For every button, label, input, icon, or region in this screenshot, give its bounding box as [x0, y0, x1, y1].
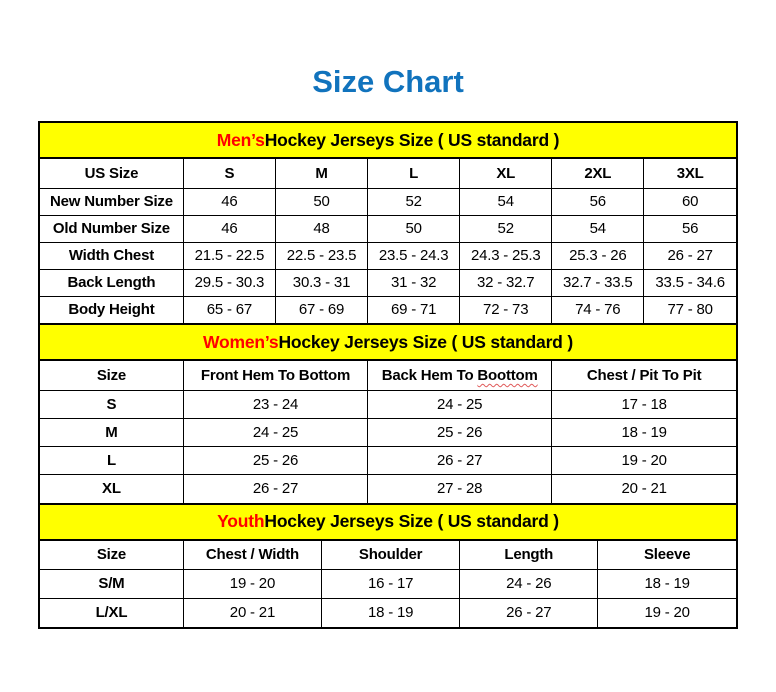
table-cell: 20 - 21	[552, 475, 736, 503]
table-cell: 16 - 17	[322, 569, 460, 598]
table-cell: 52	[368, 188, 460, 215]
row-label: L	[40, 447, 183, 475]
table-cell: 77 - 80	[644, 296, 736, 323]
row-label: S	[40, 391, 183, 419]
table-cell: 56	[552, 188, 644, 215]
table-cell: 25.3 - 26	[552, 242, 644, 269]
table-cell: 67 - 69	[275, 296, 367, 323]
table-row-width-chest	[40, 242, 736, 269]
table-cell: 24 - 25	[183, 419, 367, 447]
table-cell: 46	[183, 188, 275, 215]
column-header-back-hem	[368, 361, 552, 391]
table-cell: 19 - 20	[598, 598, 736, 627]
youth-size-table	[40, 541, 736, 628]
table-row-new-number-size	[40, 188, 736, 215]
womens-header-row	[40, 361, 736, 391]
size-chart-table	[38, 121, 738, 629]
column-header-s: S	[183, 159, 275, 188]
table-row-back-length	[40, 269, 736, 296]
column-header-us-size: US Size	[40, 159, 183, 188]
row-label: L/XL	[40, 598, 183, 627]
table-cell: 46	[183, 215, 275, 242]
row-label: S/M	[40, 569, 183, 598]
womens-size-table	[40, 361, 736, 503]
table-cell: 30.3 - 31	[275, 269, 367, 296]
youth-section-band	[40, 503, 736, 541]
table-row-womens-s	[40, 391, 736, 419]
column-header-l: L	[368, 159, 460, 188]
table-cell: 69 - 71	[368, 296, 460, 323]
row-label: New Number Size	[40, 188, 183, 215]
column-header-2xl: 2XL	[552, 159, 644, 188]
table-cell: 26 - 27	[183, 475, 367, 503]
youth-header-row	[40, 541, 736, 570]
table-cell: 31 - 32	[368, 269, 460, 296]
mens-header-row	[40, 159, 736, 188]
table-cell: 26 - 27	[460, 598, 598, 627]
table-cell: 26 - 27	[368, 447, 552, 475]
table-cell: 29.5 - 30.3	[183, 269, 275, 296]
row-label: Back Length	[40, 269, 183, 296]
page-title: Size Chart	[312, 64, 464, 99]
table-cell: 60	[644, 188, 736, 215]
back-hem-prefix: Back Hem To	[381, 367, 474, 384]
table-cell: 32 - 32.7	[460, 269, 552, 296]
table-row-old-number-size	[40, 215, 736, 242]
table-cell: 27 - 28	[368, 475, 552, 503]
table-cell: 23.5 - 24.3	[368, 242, 460, 269]
column-header-chest-pit: Chest / Pit To Pit	[552, 361, 736, 391]
table-cell: 24 - 25	[368, 391, 552, 419]
mens-size-table	[40, 159, 736, 323]
table-cell: 72 - 73	[460, 296, 552, 323]
table-cell: 52	[460, 215, 552, 242]
table-cell: 25 - 26	[183, 447, 367, 475]
table-cell: 22.5 - 23.5	[275, 242, 367, 269]
row-label: M	[40, 419, 183, 447]
column-header-front-hem: Front Hem To Bottom	[183, 361, 367, 391]
table-row-womens-xl	[40, 475, 736, 503]
table-cell: 50	[368, 215, 460, 242]
youth-band-text: Hockey Jerseys Size ( US standard )	[264, 511, 559, 531]
row-label: Body Height	[40, 296, 183, 323]
youth-accent-text: Youth	[217, 511, 265, 531]
table-cell: 54	[552, 215, 644, 242]
table-cell: 74 - 76	[552, 296, 644, 323]
table-cell: 20 - 21	[183, 598, 321, 627]
womens-section-band	[40, 323, 736, 361]
table-cell: 24 - 26	[460, 569, 598, 598]
column-header-shoulder: Shoulder	[322, 541, 460, 570]
column-header-xl: XL	[460, 159, 552, 188]
womens-band-text: Hockey Jerseys Size ( US standard )	[278, 331, 573, 352]
table-cell: 26 - 27	[644, 242, 736, 269]
table-cell: 25 - 26	[368, 419, 552, 447]
table-cell: 56	[644, 215, 736, 242]
table-cell: 18 - 19	[322, 598, 460, 627]
table-cell: 21.5 - 22.5	[183, 242, 275, 269]
mens-accent-text: Men’s	[216, 129, 265, 150]
table-cell: 33.5 - 34.6	[644, 269, 736, 296]
table-row-youth-lxl	[40, 598, 736, 627]
table-cell: 19 - 20	[183, 569, 321, 598]
table-cell: 18 - 19	[552, 419, 736, 447]
table-cell: 48	[275, 215, 367, 242]
table-row-youth-sm	[40, 569, 736, 598]
column-header-length: Length	[460, 541, 598, 570]
column-header-sleeve: Sleeve	[598, 541, 736, 570]
column-header-chest-width: Chest / Width	[183, 541, 321, 570]
table-row-body-height	[40, 296, 736, 323]
table-cell: 18 - 19	[598, 569, 736, 598]
column-header-m: M	[275, 159, 367, 188]
table-cell: 19 - 20	[552, 447, 736, 475]
row-label: Old Number Size	[40, 215, 183, 242]
table-cell: 24.3 - 25.3	[460, 242, 552, 269]
table-row-womens-m	[40, 419, 736, 447]
table-cell: 23 - 24	[183, 391, 367, 419]
mens-band-text: Hockey Jerseys Size ( US standard )	[264, 129, 560, 150]
column-header-size: Size	[40, 541, 183, 570]
table-cell: 32.7 - 33.5	[552, 269, 644, 296]
row-label: Width Chest	[40, 242, 183, 269]
table-row-womens-l	[40, 447, 736, 475]
back-hem-misspelled-word: Boottom	[477, 367, 538, 384]
table-cell: 50	[275, 188, 367, 215]
womens-accent-text: Women’s	[203, 331, 279, 352]
table-cell: 65 - 67	[183, 296, 275, 323]
row-label: XL	[40, 475, 183, 503]
column-header-size: Size	[40, 361, 183, 391]
table-cell: 17 - 18	[552, 391, 736, 419]
table-cell: 54	[460, 188, 552, 215]
mens-section-band	[40, 123, 736, 159]
column-header-3xl: 3XL	[644, 159, 736, 188]
